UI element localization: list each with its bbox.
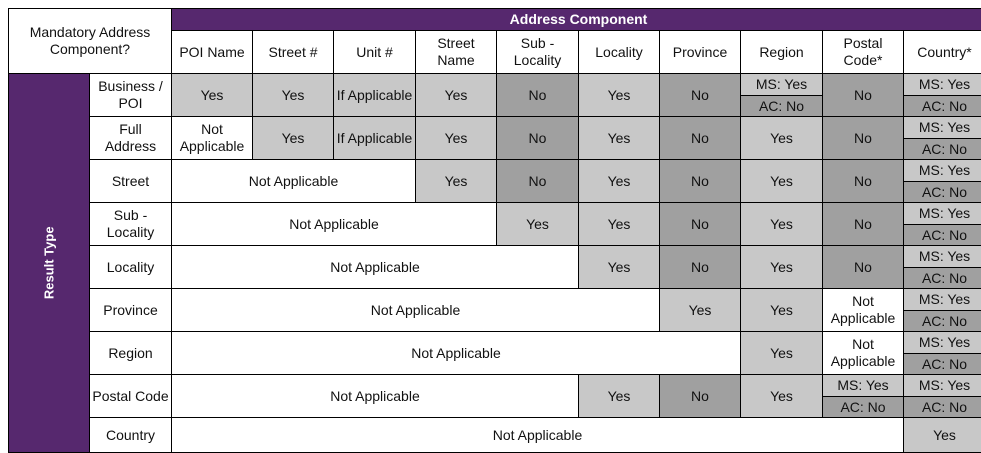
table-cell: MS: Yes	[904, 246, 981, 267]
table-cell: MS: Yes	[904, 289, 981, 310]
table-cell: Yes	[579, 203, 659, 245]
table-cell: Not Applicable	[823, 289, 903, 331]
table-cell: No	[497, 117, 578, 159]
table-cell: AC: No	[904, 139, 981, 160]
table-cell: AC: No	[904, 354, 981, 375]
table-cell: No	[823, 246, 903, 288]
table-cell: No	[823, 117, 903, 159]
table-cell: MS: Yes	[904, 375, 981, 396]
table-cell: Yes	[253, 117, 333, 159]
row-label-province: Province	[90, 289, 171, 331]
table-cell: Yes	[416, 160, 496, 202]
table-cell: No	[660, 74, 740, 116]
table-cell: Yes	[579, 246, 659, 288]
table-cell: MS: Yes	[823, 375, 903, 396]
table-cell: Not Applicable	[172, 418, 903, 452]
split-cell	[904, 74, 981, 116]
table-cell: No	[823, 160, 903, 202]
table-cell: Yes	[741, 117, 822, 159]
table-cell: No	[660, 246, 740, 288]
row-label-sub-locality: Sub - Locality	[90, 203, 171, 245]
column-header-country: Country*	[904, 31, 981, 73]
table-cell: Yes	[579, 117, 659, 159]
table-cell: Yes	[497, 203, 578, 245]
table-cell: No	[660, 117, 740, 159]
table-cell: Yes	[416, 117, 496, 159]
table-cell: MS: Yes	[904, 117, 981, 138]
table-cell: No	[660, 375, 740, 417]
address-component-header: Address Component	[172, 9, 981, 30]
table-cell: Not Applicable	[172, 117, 252, 159]
table-cell: Yes	[741, 160, 822, 202]
table-cell: Yes	[660, 289, 740, 331]
table-cell: AC: No	[823, 397, 903, 418]
table-cell: MS: Yes	[904, 160, 981, 181]
split-cell	[904, 160, 981, 202]
table-cell: MS: Yes	[904, 332, 981, 353]
table-cell: Yes	[741, 332, 822, 374]
split-cell	[904, 332, 981, 374]
table-cell: AC: No	[904, 268, 981, 289]
column-header-street-name: Street Name	[416, 31, 496, 73]
column-header-unit-number: Unit #	[334, 31, 415, 73]
table-cell: No	[660, 203, 740, 245]
table-cell: AC: No	[904, 311, 981, 332]
table-cell: AC: No	[904, 96, 981, 117]
address-component-table	[8, 8, 981, 453]
table-cell: Yes	[416, 74, 496, 116]
table-cell: MS: Yes	[741, 74, 822, 95]
row-label-postal-code: Postal Code	[90, 375, 171, 417]
table-cell: Yes	[579, 375, 659, 417]
table-cell: MS: Yes	[904, 203, 981, 224]
table-cell: If Applicable	[334, 74, 415, 116]
table-cell: Not Applicable	[172, 289, 659, 331]
split-cell	[904, 375, 981, 417]
table-cell: Not Applicable	[172, 246, 578, 288]
table-cell: AC: No	[904, 182, 981, 203]
table-cell: Yes	[172, 74, 252, 116]
table-cell: Not Applicable	[823, 332, 903, 374]
column-header-region: Region	[741, 31, 822, 73]
table-cell: Yes	[253, 74, 333, 116]
table-cell: AC: No	[904, 397, 981, 418]
table-cell: Yes	[741, 375, 822, 417]
table-cell: AC: No	[904, 225, 981, 246]
table-cell: Yes	[579, 74, 659, 116]
row-label-country: Country	[90, 418, 171, 452]
column-header-sub-locality: Sub - Locality	[497, 31, 578, 73]
table-cell: Yes	[741, 203, 822, 245]
table-cell: Not Applicable	[172, 160, 415, 202]
result-type-label: Result Type	[9, 74, 89, 452]
table-cell: Not Applicable	[172, 332, 740, 374]
table-cell: Yes	[904, 418, 981, 452]
row-label-region: Region	[90, 332, 171, 374]
split-cell	[741, 74, 822, 116]
row-label-street: Street	[90, 160, 171, 202]
column-header-postal-code: Postal Code*	[823, 31, 903, 73]
table-cell: No	[660, 160, 740, 202]
split-cell	[904, 289, 981, 331]
table-cell: Not Applicable	[172, 375, 578, 417]
table-cell: AC: No	[741, 96, 822, 117]
table-cell: Yes	[741, 289, 822, 331]
column-header-street-number: Street #	[253, 31, 333, 73]
table-cell: Yes	[741, 246, 822, 288]
table-cell: Yes	[579, 160, 659, 202]
row-label-locality: Locality	[90, 246, 171, 288]
column-header-locality: Locality	[579, 31, 659, 73]
split-cell	[823, 375, 903, 417]
split-cell	[904, 117, 981, 159]
split-cell	[904, 246, 981, 288]
table-cell: No	[823, 203, 903, 245]
split-cell	[904, 203, 981, 245]
table-cell: No	[497, 74, 578, 116]
table-cell: No	[497, 160, 578, 202]
row-label-full-address: Full Address	[90, 117, 171, 159]
column-header-province: Province	[660, 31, 740, 73]
table-cell: Not Applicable	[172, 203, 496, 245]
table-cell: No	[823, 74, 903, 116]
table-cell: If Applicable	[334, 117, 415, 159]
row-label-business-poi: Business / POI	[90, 74, 171, 116]
corner-header: Mandatory Address Component?	[9, 9, 171, 73]
column-header-poi-name: POI Name	[172, 31, 252, 73]
table-cell: MS: Yes	[904, 74, 981, 95]
